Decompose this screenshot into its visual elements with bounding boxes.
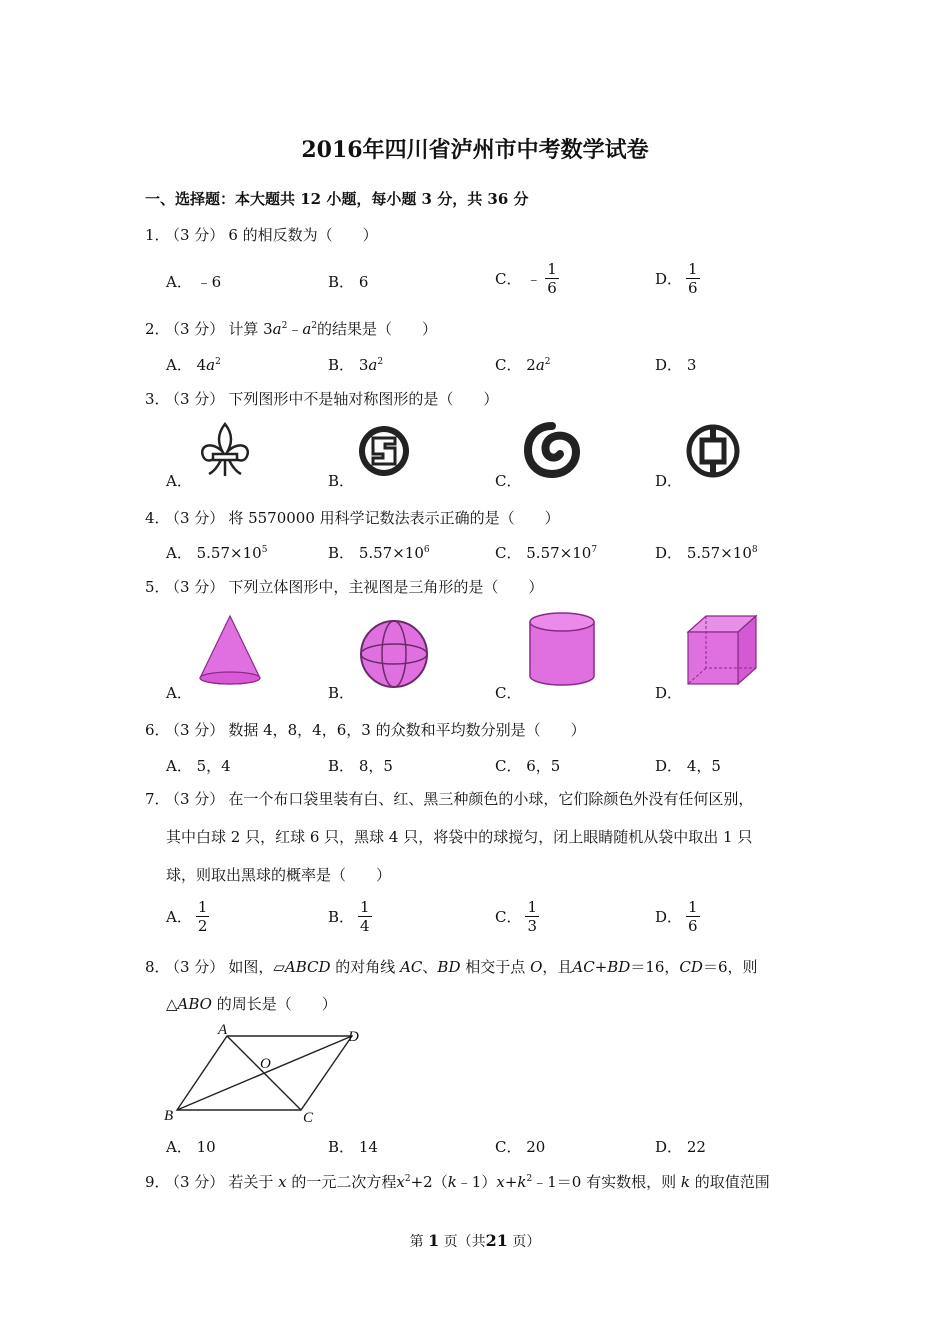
- option-d[interactable]: D． 3: [655, 356, 697, 374]
- question-5: 5．（3 分） 下列立体图形中，主视图是三角形的是（ ）: [145, 578, 544, 596]
- question-3: 3．（3 分） 下列图形中不是轴对称图形的是（ ）: [145, 390, 499, 408]
- option-d[interactable]: D． 4，5: [655, 757, 721, 775]
- option-b[interactable]: B．: [328, 684, 355, 702]
- question-6: 6．（3 分） 数据 4，8，4，6，3 的众数和平均数分别是（ ）: [145, 721, 586, 739]
- option-a[interactable]: A． 10: [166, 1138, 216, 1156]
- cylinder-icon[interactable]: [526, 610, 598, 690]
- option-d[interactable]: D． $\frac{1}{6}$: [655, 260, 698, 297]
- question-text-line: 其中白球 2 只，红球 6 只，黑球 4 只，将袋中的球搅匀，闭上眼睛随机从袋中取出 1 只: [166, 828, 753, 846]
- question-2: 2．（3 分） 计算 $3a^2﹣a^2$的结果是（ ）: [145, 320, 438, 338]
- question-4: 4．（3 分） 将 5570000 用科学记数法表示正确的是（ ）: [145, 509, 560, 527]
- option-c[interactable]: C． $5.57\times 10^7$: [495, 544, 598, 562]
- vertex-label-b: B: [164, 1108, 174, 1124]
- question-1: [145, 224, 378, 245]
- vertex-label-o: O: [260, 1056, 271, 1072]
- option-c[interactable]: C．: [495, 472, 522, 490]
- question-text-line: △ABO 的周长是（ ）: [166, 995, 337, 1013]
- option-a[interactable]: A． $4a^2$: [166, 356, 221, 374]
- option-c[interactable]: C． 20: [495, 1138, 546, 1156]
- spiral-emblem-icon[interactable]: [524, 422, 580, 478]
- section-heading: 一、选择题：本大题共 12 小题，每小题 3 分，共 36 分: [145, 190, 529, 208]
- question-points: （3 分）: [165, 226, 225, 244]
- option-a[interactable]: A． $5.57\times 10^5$: [166, 544, 268, 562]
- option-b[interactable]: B．: [328, 472, 355, 490]
- option-c[interactable]: C．: [495, 684, 522, 702]
- option-b[interactable]: B． 8，5: [328, 757, 393, 775]
- question-text: 6 的相反数为（ ）: [228, 226, 378, 244]
- option-a[interactable]: A． 5，4: [166, 757, 231, 775]
- vertex-label-c: C: [303, 1110, 314, 1124]
- fleur-de-lis-icon[interactable]: [195, 422, 255, 480]
- option-b[interactable]: B． 6: [328, 273, 369, 291]
- option-d[interactable]: D． $5.57\times 10^8$: [655, 544, 758, 562]
- option-a[interactable]: A． $\frac{1}{2}$: [166, 898, 208, 935]
- question-text-line: 球，则取出黑球的概率是（ ）: [166, 866, 392, 884]
- question-number: 1．: [145, 226, 170, 244]
- page-total: 21: [485, 1231, 508, 1250]
- option-d[interactable]: D． 22: [655, 1138, 706, 1156]
- question-7: 7．（3 分） 在一个布口袋里装有白、红、黑三种颜色的小球，它们除颜色外没有任何区别，: [145, 790, 754, 808]
- page-footer: 第 1 页（共21 页）: [409, 1231, 541, 1250]
- option-d[interactable]: D．: [655, 472, 683, 490]
- page-title: 2016年四川省泸州市中考数学试卷: [301, 137, 649, 163]
- option-c[interactable]: C． $\frac{1}{3}$: [495, 898, 538, 935]
- option-b[interactable]: B． $3a^2$: [328, 356, 384, 374]
- vertex-label-d: D: [348, 1029, 359, 1045]
- coin-emblem-icon[interactable]: [686, 424, 740, 478]
- option-d[interactable]: D． $\frac{1}{6}$: [655, 898, 698, 935]
- cone-icon[interactable]: [196, 614, 264, 686]
- option-c[interactable]: C． $2a^2$: [495, 356, 551, 374]
- parallelogram-figure: [160, 1020, 370, 1124]
- option-b[interactable]: B． $5.57\times 10^6$: [328, 544, 430, 562]
- question-9: 9．（3 分） 若关于 x 的一元二次方程$x^2+2(k﹣1)x+k^2﹣1=0$ 有实数根，则 k 的取值范围: [145, 1173, 770, 1191]
- sphere-icon[interactable]: [358, 618, 430, 690]
- cube-icon[interactable]: [684, 612, 760, 690]
- option-c[interactable]: C． ﹣ $\frac{1}{6}$: [495, 260, 557, 297]
- fraction: $\frac{1}{6}$: [688, 260, 698, 297]
- page-number: 1: [428, 1231, 440, 1250]
- seal-emblem-icon[interactable]: [357, 424, 411, 478]
- fraction: $\frac{1}{6}$: [547, 260, 557, 297]
- option-b[interactable]: B． 14: [328, 1138, 378, 1156]
- option-d[interactable]: D．: [655, 684, 683, 702]
- option-a[interactable]: A．: [166, 684, 192, 702]
- vertex-label-a: A: [218, 1022, 228, 1038]
- question-8: 8．（3 分） 如图，▱ABCD 的对角线 AC、BD 相交于点 O，且AC+BD＝16，CD＝6，则: [145, 958, 758, 976]
- option-c[interactable]: C． 6，5: [495, 757, 561, 775]
- option-b[interactable]: B． $\frac{1}{4}$: [328, 898, 370, 935]
- option-a[interactable]: A． ﹣6: [166, 273, 222, 291]
- option-a[interactable]: A．: [166, 472, 192, 490]
